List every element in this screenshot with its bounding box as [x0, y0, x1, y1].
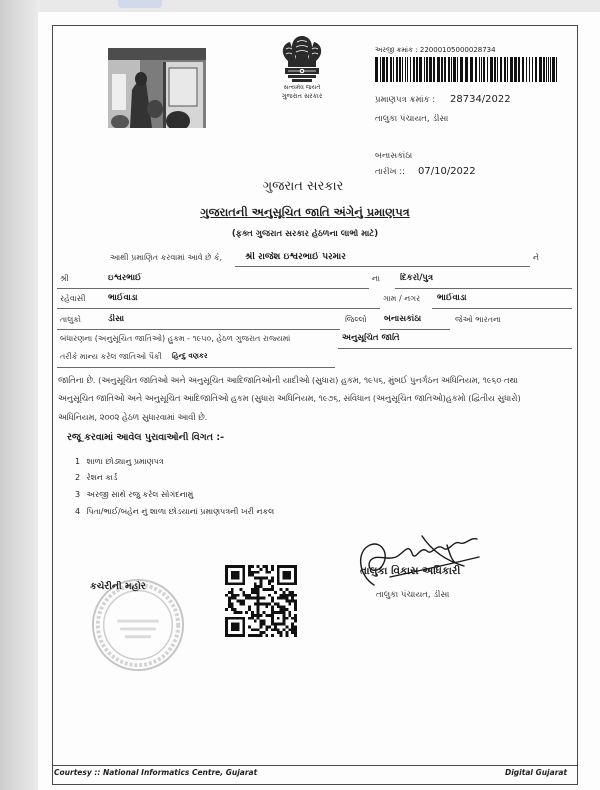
signatory-designation: તાલુકા વિકાસ અધિકારી [360, 565, 461, 577]
evidence-item [75, 473, 395, 485]
certificate-title: ગુજરાતની અનુસૂચિત જાતિ અંગેનું પ્રમાણપત્ર [200, 205, 410, 219]
evidence-item-text: અરજી સાથે રજુ કરેલ સોગંદનામું [86, 490, 194, 499]
relation-label: ના [372, 274, 380, 283]
field-underline [57, 329, 340, 330]
field-underline [432, 308, 572, 309]
evidence-item-text: શાળા છોડ્યાનુ પ્રમાણપત્ર [86, 457, 164, 466]
resident-value: ભાઈવાડા [108, 293, 138, 303]
evidence-item-number: 3 [75, 490, 81, 499]
footer-brand: Digital Gujarat [505, 768, 568, 777]
seal-label: કચેરીની મહોર [90, 581, 146, 592]
evidence-item-number: 4 [75, 507, 81, 516]
intro-suffix: ને [533, 253, 539, 262]
evidence-item-number: 1 [75, 457, 81, 466]
scan-edge-shadow [0, 0, 40, 790]
caste-label: તરીકે માન્ય કરેલ જાતિઓ પૈકી [60, 352, 162, 361]
evidence-heading: રજૂ કરવામાં આવેલ પુરાવાઓની વિગત :- [67, 432, 225, 443]
evidence-item [75, 457, 395, 469]
date-label: તારીખ :: [375, 167, 405, 177]
village-label: ગામ / નગર [383, 294, 421, 303]
field-underline [380, 329, 450, 330]
legal-paragraph-line: જાતિના છે. (અનુસૂચિત જાતિઓ અને અનુસૂચિત આદિજાતિઓની યાદીઓ (સુધારા) હુકમ, ૧૯૫૬, મુંબઈ પુનર્ગઠન અધિનિયમ, ૧૯૬૦ તથા [58, 375, 518, 385]
government-heading: ગુજરાત સરકાર [262, 179, 344, 194]
taluka-label: તાલુકો [60, 315, 81, 324]
holder-name: શ્રી રાજેશ ઇશ્વરભાઈ પરમાર [245, 252, 346, 262]
header-district: બનાસકાંઠા [375, 151, 413, 161]
application-number: અરજી ક્રમાંક : 22000105000028734 [375, 46, 496, 54]
field-underline [395, 288, 572, 289]
field-underline [235, 266, 530, 267]
field-underline [57, 288, 369, 289]
certificate-number-label: પ્રમાણપત્ર ક્રમાંક : [375, 95, 436, 105]
district-label: જિલ્લો [345, 315, 367, 324]
relation-value: દિકરો/પુત્ર [400, 273, 434, 283]
qr-code [225, 565, 297, 637]
caste-value: હિન્દુ વણકર [172, 352, 208, 360]
emblem-label: ગુજરાત સરકાર [281, 92, 323, 100]
issuing-office: તાલુકા પંચાયત, ડીસા [375, 114, 449, 124]
certificate-number: 28734/2022 [450, 94, 511, 105]
field-underline [57, 308, 380, 309]
footer-credit: Courtesy :: National Informatics Centre, Gujarat [54, 768, 258, 777]
category-value: અનુસૂચિત જાતિ [342, 333, 400, 343]
barcode [375, 57, 557, 82]
field-underline [57, 367, 335, 368]
intro-text: આથી પ્રમાણિત કરવામાં આવે છે કે, [110, 253, 223, 262]
scan-artifact [118, 0, 162, 8]
legal-paragraph-line: અનુસૂચિત જાતિઓ અને અનુસૂચિત આદિજાતિઓ હુકમ (સુધારા અધિનિયમ, ૧૯૭૬, સંવિધાન (અનુસૂચિત જાતિઓ)હુકમો (દ્વિતીય સુધારો) [58, 393, 521, 403]
district-value: બનાસકાંઠા [384, 314, 422, 324]
state-emblem-icon [274, 32, 330, 84]
father-label: શ્રી [60, 274, 69, 283]
legal-paragraph-line: અધિનિયમ, ૨૦૦૨ હેઠળ સુધારવામાં આવી છે. [58, 412, 208, 422]
taluka-value: ડીસા [108, 314, 125, 324]
emblem-motto: સત્યમેવ જયતે [283, 84, 321, 91]
order-text: બંધારણના (અનુસૂચિત જાતિઓ) હુકમ - ૧૯૫૦, હેઠળ ગુજરાત રાજ્યમાં [60, 334, 291, 343]
field-underline [338, 348, 572, 349]
signatory-office: તાલુકા પંચાયત, ડીસા [376, 590, 450, 600]
issue-date: 07/10/2022 [418, 166, 476, 177]
evidence-item [75, 507, 395, 519]
resident-label: રહેવાસી [60, 294, 86, 303]
applicant-photo [108, 48, 206, 128]
officer-signature [352, 533, 482, 589]
district-suffix: જેઓ ભારતના [455, 315, 502, 324]
evidence-item-text: રેશન કાર્ડ [86, 473, 118, 482]
evidence-item [75, 490, 395, 502]
evidence-item-text: પિતા/ભાઈ/બહેન નું શાળા છોડયાનાં પ્રમાણપત્રની ખરી નકલ [86, 507, 275, 516]
village-value: ભાઈવાડા [437, 293, 467, 303]
evidence-item-number: 2 [75, 473, 81, 482]
footer-divider [52, 765, 578, 766]
certificate-subtitle: (ફક્ત ગુજરાત સરકાર હેઠળના લાભો માટે) [231, 229, 379, 239]
father-name: ઇશ્વરભાઈ [108, 273, 142, 283]
